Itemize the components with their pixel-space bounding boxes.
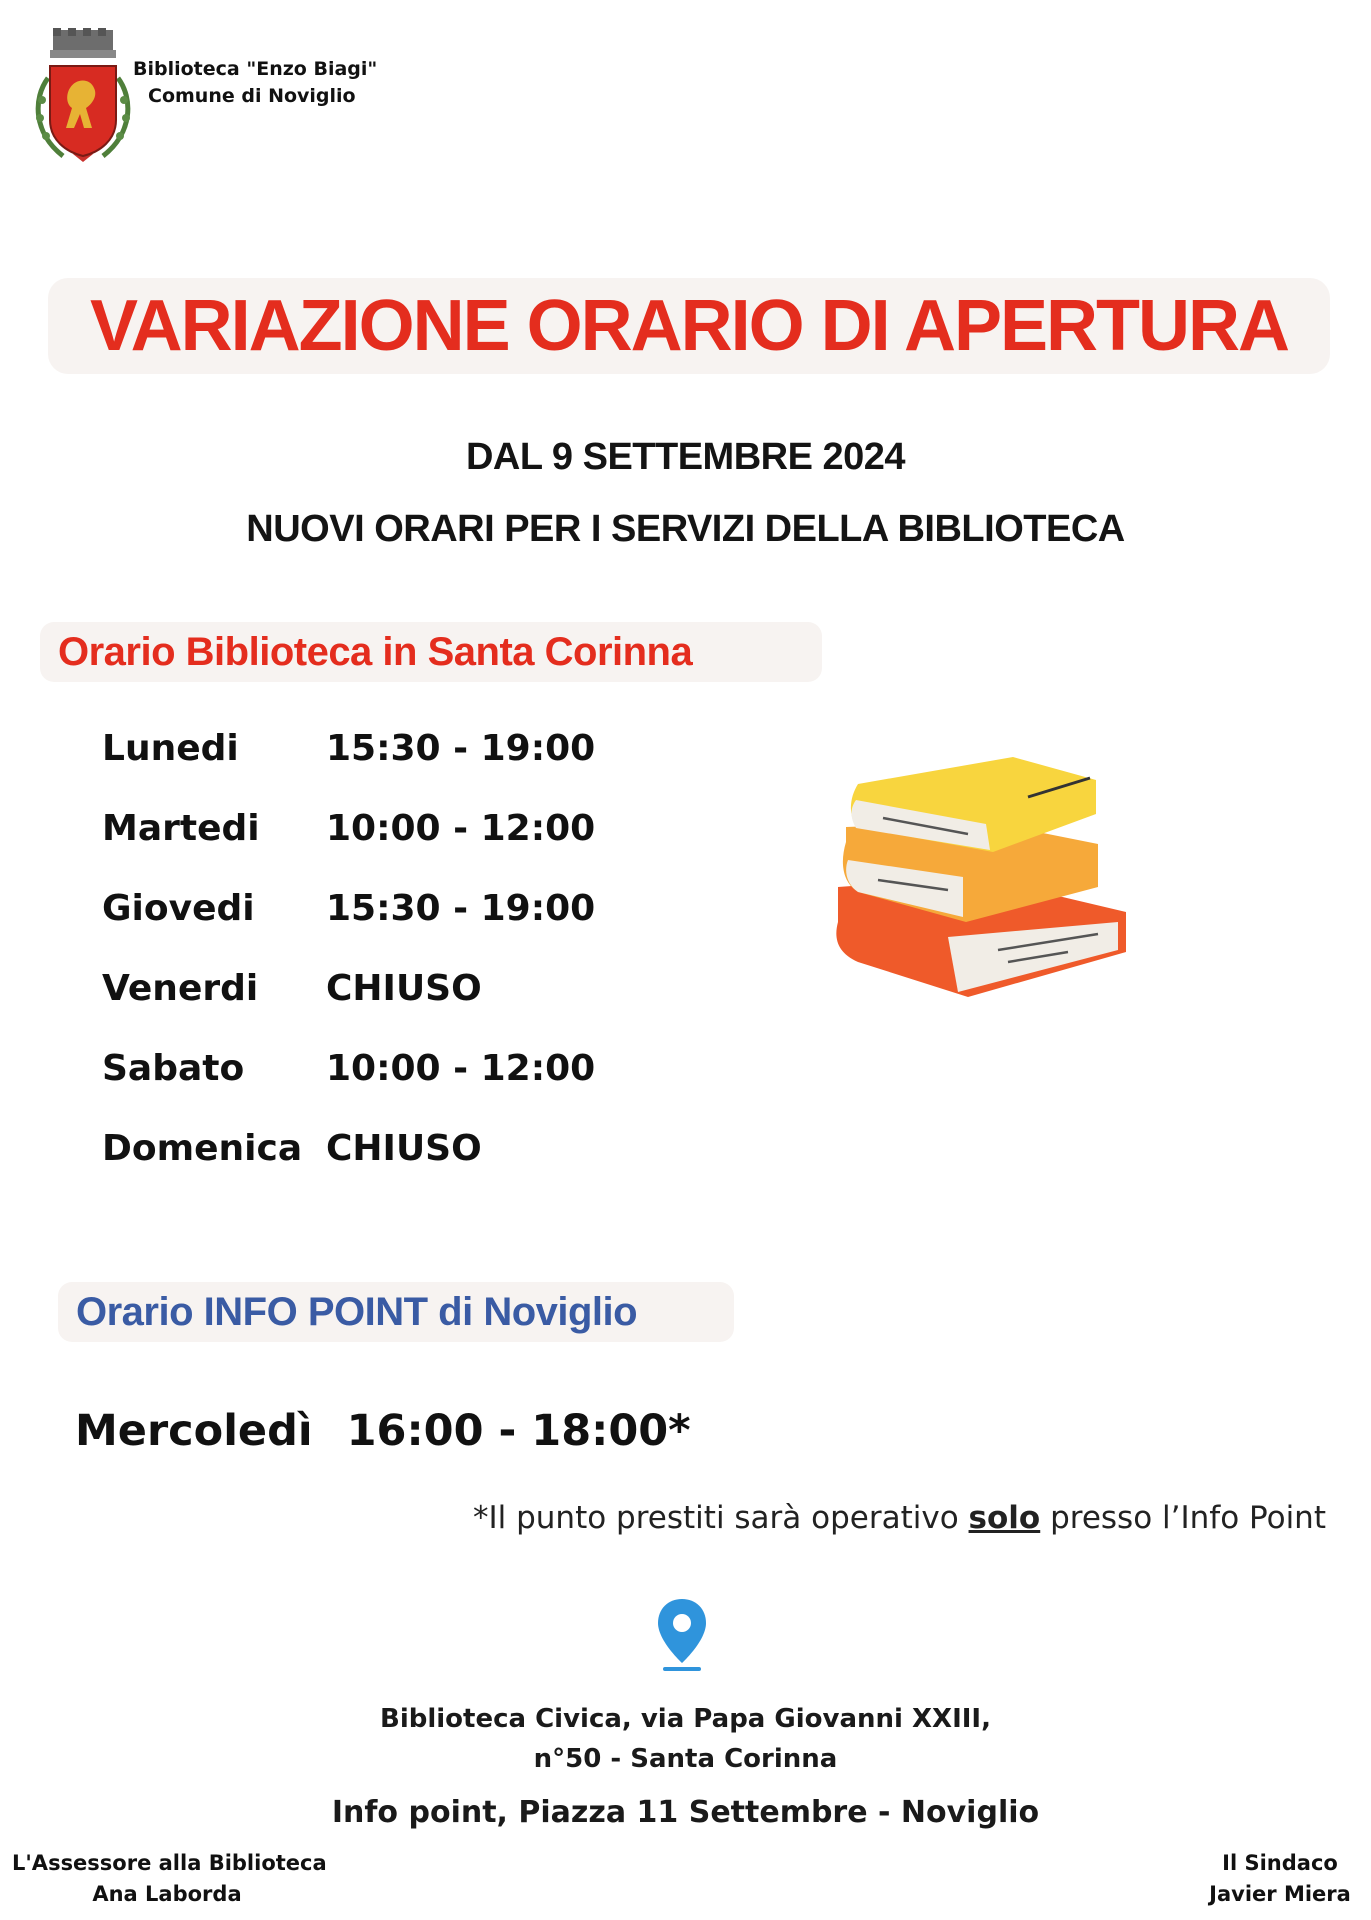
info-point-heading: Orario INFO POINT di Noviglio: [58, 1282, 734, 1342]
library-address-line2: n°50 - Santa Corinna: [533, 1744, 838, 1774]
schedule-time: CHIUSO: [326, 1128, 482, 1169]
schedule-time: 10:00 - 12:00: [326, 1048, 596, 1089]
municipal-crest-icon: [28, 28, 138, 168]
mayor-role: Il Sindaco: [1222, 1851, 1338, 1875]
schedule-day: Sabato: [102, 1048, 245, 1089]
note-text-after: presso l’Info Point: [1040, 1500, 1326, 1536]
schedule-time: CHIUSO: [326, 968, 482, 1009]
schedule-day: Venerdi: [102, 968, 259, 1009]
page-title: VARIAZIONE ORARIO DI APERTURA: [89, 286, 1289, 366]
library-name: Biblioteca "Enzo Biagi": [133, 58, 378, 80]
info-point-day: Mercoledì: [75, 1406, 313, 1456]
effective-date: DAL 9 SETTEMBRE 2024: [465, 436, 906, 478]
library-header: [133, 56, 377, 110]
schedule-day: Giovedi: [102, 888, 255, 929]
note-emphasis: solo: [968, 1500, 1041, 1536]
assessor-signature: [12, 1848, 327, 1910]
books-stack-icon: [828, 752, 1128, 1002]
mayor-signature: [1190, 1848, 1370, 1910]
schedule-time: 15:30 - 19:00: [326, 888, 596, 929]
info-point-hours: [75, 1406, 691, 1456]
schedule-time: 10:00 - 12:00: [326, 808, 596, 849]
assessor-name: Ana Laborda: [92, 1882, 242, 1906]
schedule-day: Lunedi: [102, 728, 239, 769]
schedule-day: Domenica: [102, 1128, 303, 1169]
info-point-address: Info point, Piazza 11 Settembre - Noviglio: [331, 1795, 1040, 1830]
schedule-day: Martedi: [102, 808, 260, 849]
mayor-name: Javier Miera: [1209, 1882, 1351, 1906]
assessor-role: L'Assessore alla Biblioteca: [12, 1851, 327, 1875]
library-hours-heading: Orario Biblioteca in Santa Corinna: [40, 622, 822, 682]
loan-note: [473, 1500, 1326, 1536]
note-text-before: *Il punto prestiti sarà operativo: [473, 1500, 969, 1536]
services-subtitle: NUOVI ORARI PER I SERVIZI DELLA BIBLIOTECA: [246, 508, 1125, 550]
location-pin-icon: [655, 1597, 709, 1673]
schedule-time: 15:30 - 19:00: [326, 728, 596, 769]
library-address-line1: Biblioteca Civica, via Papa Giovanni XXIII,: [380, 1704, 991, 1734]
info-point-time: 16:00 - 18:00*: [346, 1406, 691, 1456]
municipality-name: Comune di Noviglio: [148, 85, 356, 107]
